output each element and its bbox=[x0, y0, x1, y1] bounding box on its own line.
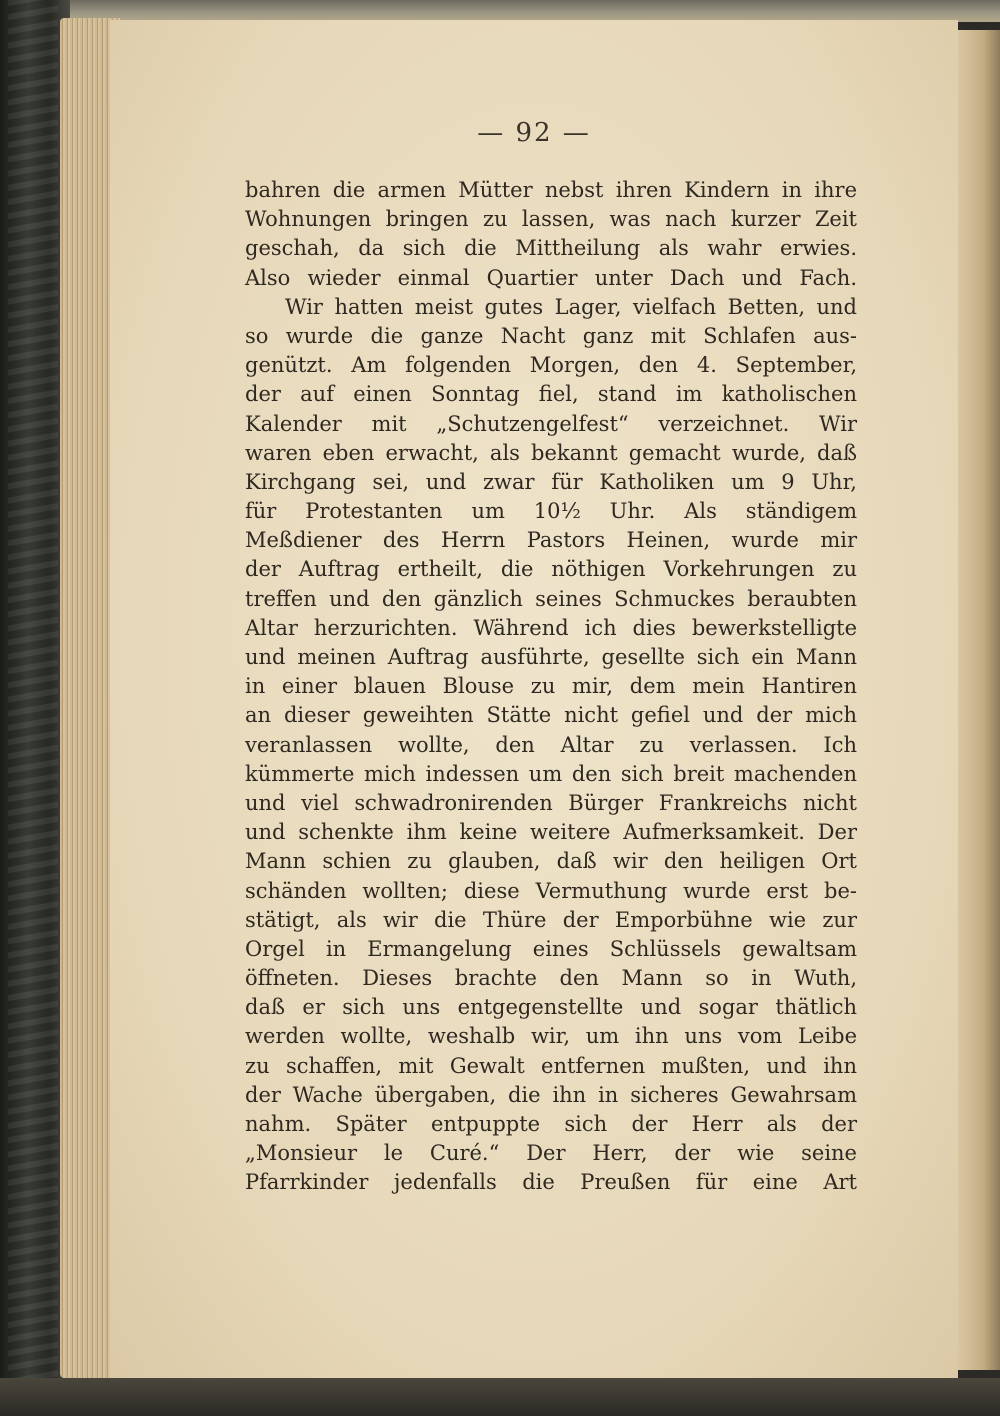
text-line: Also wieder einmal Quartier unter Dach und Fach. bbox=[245, 265, 857, 290]
page-right-edge bbox=[958, 30, 1000, 1370]
text-line: und meinen Auftrag ausführte, gesellte sich ein Mann bbox=[245, 645, 857, 669]
text-line: daß er sich uns entgegenstellte und sogar thätlich bbox=[245, 995, 857, 1020]
text-line: Mann schien zu glauben, daß wir den heiligen Ort bbox=[245, 849, 857, 874]
text-line: nahm. Später entpuppte sich der Herr als der bbox=[245, 1112, 857, 1136]
text-line: veranlassen wollte, den Altar zu verlassen. Ich bbox=[245, 732, 857, 757]
text-line: bahren die armen Mütter nebst ihren Kindern in ihre bbox=[245, 178, 857, 202]
text-line: Orgel in Ermangelung eines Schlüssels gewaltsam bbox=[245, 936, 857, 961]
text-line: Kirchgang sei, und zwar für Katholiken um 9 Uhr, bbox=[245, 469, 857, 494]
text-line: werden wollte, weshalb wir, um ihn uns vom Leibe bbox=[245, 1024, 857, 1049]
text-line: so wurde die ganze Nacht ganz mit Schlafen aus- bbox=[245, 323, 857, 348]
text-line: an dieser geweihten Stätte nicht gefiel und der mich bbox=[245, 703, 857, 728]
text-line: und schenkte ihm keine weitere Aufmerksamkeit. Der bbox=[245, 820, 857, 845]
text-line: und viel schwadronirenden Bürger Frankreichs nicht bbox=[245, 790, 857, 815]
text-line: der Wache übergaben, die ihn in sicheres Gewahrsam bbox=[245, 1082, 857, 1107]
page-number: — 92 — bbox=[477, 118, 591, 148]
text-line: Altar herzurichten. Während ich dies bewerkstelligte bbox=[245, 615, 857, 640]
text-line: Meßdiener des Herrn Pastors Heinen, wurde mir bbox=[245, 528, 857, 553]
text-line: genützt. Am folgenden Morgen, den 4. September, bbox=[245, 353, 857, 378]
text-line: Kalender mit „Schutzengelfest“ verzeichnet. Wir bbox=[245, 411, 857, 436]
text-line: waren eben erwacht, als bekannt gemacht wurde, daß bbox=[245, 440, 857, 465]
text-line: treffen und den gänzlich seines Schmuckes beraubten bbox=[245, 586, 857, 611]
text-line: zu schaffen, mit Gewalt entfernen mußten, und ihn bbox=[245, 1053, 857, 1078]
body-text bbox=[245, 176, 857, 1198]
text-line: in einer blauen Blouse zu mir, dem mein Hantiren bbox=[245, 674, 857, 699]
book-top-edge bbox=[0, 0, 1000, 22]
text-line: der Auftrag ertheilt, die nöthigen Vorkehrungen zu bbox=[245, 557, 857, 582]
text-line: Wohnungen bringen zu lassen, was nach kurzer Zeit bbox=[245, 207, 857, 232]
text-line: geschah, da sich die Mittheilung als wahr erwies. bbox=[245, 236, 857, 261]
text-line: öffneten. Dieses brachte den Mann so in Wuth, bbox=[245, 966, 857, 991]
book-bottom-edge bbox=[0, 1378, 1000, 1416]
text-line: kümmerte mich indessen um den sich breit machenden bbox=[245, 761, 857, 786]
text-line: schänden wollten; diese Vermuthung wurde erst be- bbox=[245, 878, 857, 903]
text-line: der auf einen Sonntag fiel, stand im katholischen bbox=[245, 382, 857, 407]
text-line: „Monsieur le Curé.“ Der Herr, der wie seine bbox=[245, 1141, 857, 1166]
text-line: für Protestanten um 10½ Uhr. Als ständigem bbox=[245, 499, 857, 524]
text-line: Wir hatten meist gutes Lager, vielfach Betten, und bbox=[285, 294, 857, 319]
text-line: stätigt, als wir die Thüre der Emporbühne wie zur bbox=[245, 907, 857, 932]
text-line: Pfarrkinder jedenfalls die Preußen für eine Art bbox=[245, 1170, 857, 1195]
